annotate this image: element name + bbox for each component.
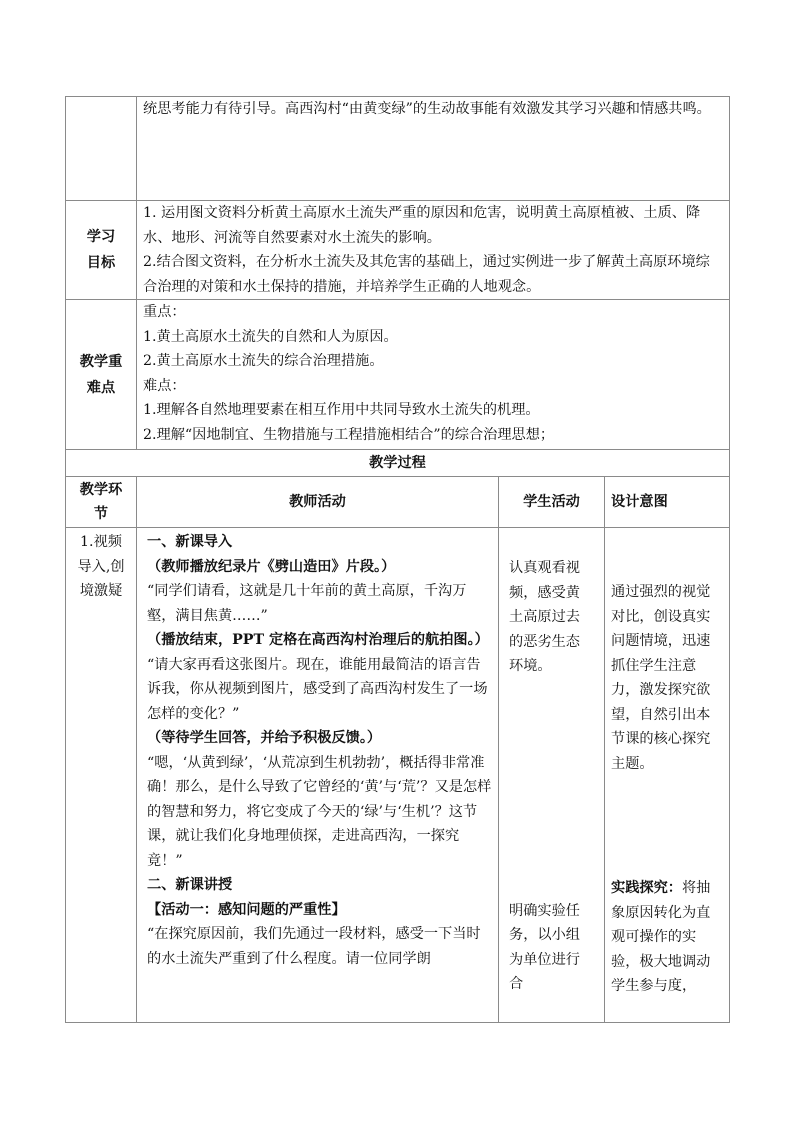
stage-cell: 1.视频导入,创境激疑 [66,528,137,1023]
intro-continuation: 统思考能力有待引导。高西沟村“由黄变绿”的生动故事能有效激发其学习兴趣和情感共鸣。 [143,101,711,117]
key-point-line: 2.黄土高原水土流失的综合治理措施。 [143,353,384,369]
objectives-content [137,201,730,300]
teacher-line: 二、新课讲授 [147,877,233,893]
key-point-line: 重点： [143,304,186,320]
teacher-line: （播放结束，PPT 定格在高西沟村治理后的航拍图。） [147,632,489,648]
process-header-row [66,477,730,528]
key-points-content [137,300,730,450]
student-line: 明确实验任务，以小组为单位进行合 [509,902,580,992]
teacher-line: “在探究原因前，我们先通过一段材料，感受一下当时的水土流失严重到了什么程度。请一位同学朗 [147,926,481,967]
student-activity-cell [499,528,605,1023]
header-stage: 教学环节 [66,477,137,528]
header-student: 学生活动 [499,477,605,528]
process-title-row [66,450,730,477]
objective-item: 1. 运用图文资料分析黄土高原水土流失严重的原因和危害，说明黄土高原植被、土质、降水、地形、河流等自然要素对水土流失的影响。 [143,205,701,246]
teacher-line: 【活动一：感知问题的严重性】 [147,901,346,918]
header-design: 设计意图 [605,477,730,528]
process-title: 教学过程 [66,450,730,477]
intro-label-cell [66,97,137,201]
objectives-row [66,201,730,300]
key-points-row [66,300,730,450]
lesson-plan-table [65,96,730,1023]
teacher-activity-cell [137,528,499,1023]
key-point-line: 1.理解各自然地理要素在相互作用中共同导致水土流失的机理。 [143,402,540,418]
teacher-line: “请大家再看这张图片。现在，谁能用最简洁的语言告诉我，你从视频到图片，感受到了高西沟村发生了一场怎样的变化？” [147,656,488,722]
header-teacher: 教师活动 [137,477,499,528]
intro-text-cell [137,97,730,201]
teacher-line: 一、新课导入 [147,534,233,550]
process-row [66,528,730,1023]
design-line [611,876,723,999]
key-point-line: 1.黄土高原水土流失的自然和人为原因。 [143,328,398,345]
teacher-line: “嗯，‘从黄到绿’，‘从荒凉到生机勃勃’，概括得非常准确！那么，是什么导致了它曾经的‘黄’与‘荒’？又是怎样的智慧和努力，将它变成了今天的‘绿’与‘生机’？这节课，就让我们化身地理侦探，走进高西沟，一探究竟！” [147,754,492,869]
teacher-line: （教师播放纪录片《劈山造田》片段。） [147,558,396,575]
teacher-line: “同学们请看，这就是几十年前的黄土高原，千沟万壑，满目焦黄……” [147,583,467,624]
key-points-label: 教学重难点 [66,300,137,450]
objectives-label: 学习目标 [66,201,137,300]
student-line: 认真观看视频，感受黄土高原过去的恶劣生态环境。 [509,560,580,674]
design-text: 将抽象原因转化为直观可操作的实验，极大地调动学生参与度， [611,880,711,994]
design-intent-cell [605,528,730,1023]
key-point-line: 难点： [143,377,186,394]
teacher-line: （等待学生回答，并给予积极反馈。） [147,730,382,746]
objective-item: 2.结合图文资料，在分析水土流失及其危害的基础上，通过实例进一步了解黄土高原环境综合治理的对策和水土保持的措施，并培养学生正确的人地观念。 [143,254,710,295]
key-point-line: 2.理解“因地制宜、生物措施与工程措施相结合”的综合治理思想； [143,426,555,443]
intro-row [66,97,730,201]
design-label: 实践探究： [611,880,682,896]
design-line: 通过强烈的视觉对比，创设真实问题情境，迅速抓住学生注意力，激发探究欲望，自然引出本节课的核心探究主题。 [611,584,711,772]
